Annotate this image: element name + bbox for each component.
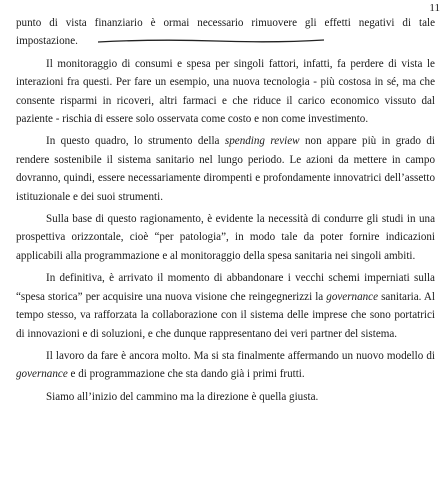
italic-term: governance xyxy=(16,368,68,381)
paragraph-p4 xyxy=(16,210,435,265)
page-number: 11 xyxy=(429,2,440,14)
text-segment: In questo quadro, lo strumento della xyxy=(46,135,225,148)
text-segment: non appare più in grado di rendere sostenibile il sistema sanitario nel lungo periodo. Le azioni da mettere in campo dovranno, quindi, essere necessariamente dirompenti e profondamente innovatrici dell’assetto istituzionale e dei suoi strumenti. xyxy=(16,135,436,203)
text-segment: Il lavoro da fare è ancora molto. Ma si sta finalmente affermando un nuovo modello di xyxy=(46,349,435,362)
paragraph-p1 xyxy=(16,14,435,51)
text-segment: Il monitoraggio di consumi e spesa per singoli fattori, infatti, fa perdere di vista le interazioni fra questi. Per fare un esempio, una nuova tecnologia - più costosa in sé, ma che consente risparmi in ricoveri, altri farmaci e che riduce il carico economico vissuto dal paziente - rischia di essere solo osservata come costo e non come investimento. xyxy=(16,57,435,126)
paragraph-p5 xyxy=(16,269,435,343)
paragraph-p6 xyxy=(16,347,435,384)
text-segment: Siamo all’inizio del cammino ma la direzione è quella giusta. xyxy=(46,390,319,403)
italic-term: spending review xyxy=(224,135,300,148)
text-segment: In definitiva, è arrivato il momento di abbandonare i vecchi schemi imperniati sulla “spesa storica” per acquisire una nuova visione che reingegnerizzi la xyxy=(16,272,435,303)
text-segment: e di programmazione che sta dando già i primi frutti. xyxy=(67,368,305,381)
text-segment: sanitaria. Al tempo stesso, va rafforzata la collaborazione con il sistema delle imprese che sono portatrici di innovazioni e di soluzioni, e che dunque rappresentano dei veri partner del sistema. xyxy=(16,290,435,340)
paragraph-p3 xyxy=(16,132,435,206)
paragraph-p2 xyxy=(16,55,435,129)
document-body xyxy=(16,14,435,410)
text-segment: punto di vista finanziario è ormai necessario rimuovere gli effetti negativi di tale impostazione. xyxy=(16,17,435,48)
text-segment: Sulla base di questo ragionamento, è evidente la necessità di condurre gli studi in una prospettiva orizzontale, cioè “per patologia”, in modo tale da poter fornire indicazioni applicabili alla programmazione e al monitoraggio della spesa sanitaria nei singoli ambiti. xyxy=(16,213,435,262)
paragraph-p7 xyxy=(16,388,435,406)
italic-term: governance xyxy=(326,290,379,303)
